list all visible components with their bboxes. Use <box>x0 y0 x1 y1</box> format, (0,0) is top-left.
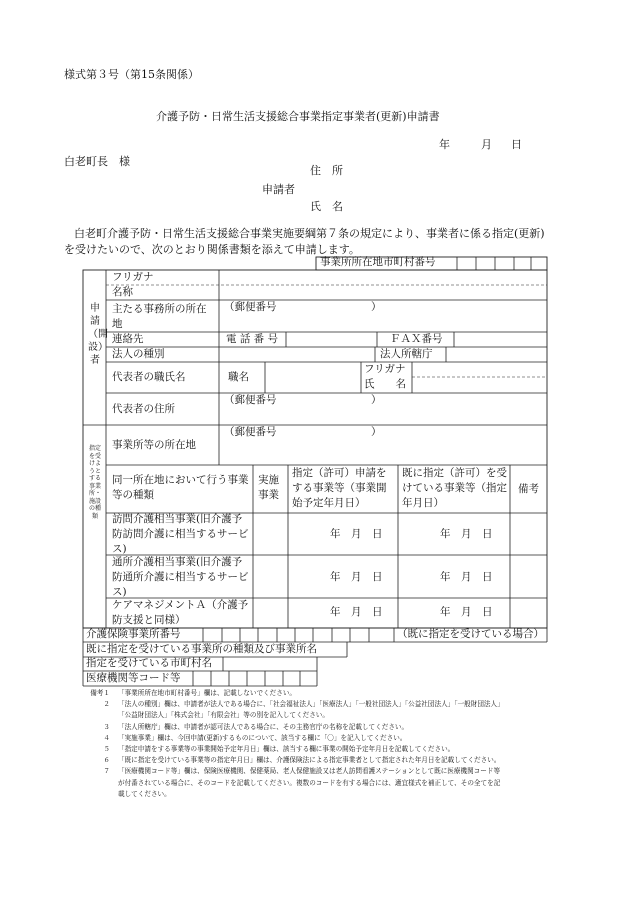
office-address-label: 主たる事務所の所在地 <box>112 303 207 330</box>
date-day: 日 <box>511 138 522 151</box>
rep-name-title-label: 代表者の職氏名 <box>112 371 186 383</box>
already-designated-note: （既に指定を受けている場合） <box>397 628 544 640</box>
applicant-name-label: 氏 名 <box>310 200 343 213</box>
note-text: 「既に指定を受けている事業等の指定年月日」欄は、介護保険法による指定事業者として指定された年月日を記載してください。 <box>118 756 501 765</box>
col-start: 指定（許可）申請をする事業等（事業開始予定年月日） <box>292 467 387 509</box>
col-implement: 実施事業 <box>258 474 279 501</box>
service-row-daycare: 通所介護相当事業(旧介護予防通所介護に相当するサービス) <box>112 556 249 598</box>
service-row-caremgmt: ケアマネジメントＡ（介護予防支援と同様） <box>112 599 249 626</box>
applicant-label: 申請者 <box>262 183 295 196</box>
note-item <box>88 733 504 744</box>
notes <box>88 688 504 800</box>
note-text: が付番されている場合に、そのコードを記載してください。複数のコードを有する場合には、適宜様式を補正して、その全てを記 <box>118 778 501 787</box>
service-row-daycare-start-date: 年 月 日 <box>330 571 383 583</box>
note-item <box>88 789 504 800</box>
rep-furigana-label: フリガナ <box>364 363 406 375</box>
medical-code-label: 医療機関等コード等 <box>86 672 181 684</box>
rep-postal-code: （郵便番号 ） <box>224 394 382 406</box>
note-number: 備考１ <box>90 689 110 697</box>
date-year: 年 <box>439 138 450 151</box>
note-text: 「公益財団法人」「株式会社」「有限会社」等の別を記入してください。 <box>118 711 329 720</box>
intro-text-line2: を受けたいので、次のとおり関係書類を添えて申請します。 <box>64 243 360 256</box>
note-number: ２ <box>103 700 110 709</box>
note-item <box>88 722 504 733</box>
note-number: ４ <box>103 733 110 742</box>
note-text: 「事業所所在地市町村番号」欄は、記載しないでください。 <box>118 689 297 697</box>
note-number <box>88 710 110 721</box>
note-number: ３ <box>103 722 110 731</box>
furigana-label: フリガナ <box>112 271 154 283</box>
service-row-visit-existing-date: 年 月 日 <box>440 528 493 540</box>
note-text: 「指定申請をする事業等の事業開始予定年月日」欄は、該当する欄に事業の開始予定年月日を記載してください。 <box>118 745 455 754</box>
note-text: 「法人の種別」欄は、申請者が法人である場合に、「社会福祉法人」「医療法人」「一般社団法人」「公益社団法人」「一般財団法人」 <box>118 700 504 709</box>
municipality-number-label: 事業所所在地市町村番号 <box>320 256 436 268</box>
service-row-visit-start-date: 年 月 日 <box>330 528 383 540</box>
rep-address-label: 代表者の住所 <box>112 403 175 415</box>
facility-postal-code: （郵便番号 ） <box>224 426 382 438</box>
note-number <box>88 789 110 800</box>
phone-label: 電 話 番 号 <box>226 333 279 345</box>
office-postal-code: （郵便番号 ） <box>224 301 382 313</box>
note-text: 「実施事業」欄は、今回申請(更新)するものについて、該当する欄に「〇」を記入してください。 <box>118 733 407 742</box>
corp-authority-label: 法人所轄庁 <box>380 348 433 360</box>
note-number <box>88 778 110 789</box>
applicant-address-label: 住 所 <box>310 164 343 177</box>
contact-label: 連絡先 <box>112 333 144 345</box>
notes-list <box>88 688 504 800</box>
facility-side-label: 指定を受けようとする事業所・施設の種類 <box>89 445 102 520</box>
note-text: 「法人所轄庁」欄は、申請者が認可法人である場合に、その主務官庁の名称を記載してください。 <box>118 722 409 731</box>
note-number: ６ <box>103 756 110 765</box>
addressee: 白老町長 様 <box>64 155 130 168</box>
note-item <box>88 766 504 777</box>
note-item <box>88 710 504 721</box>
note-item <box>88 699 504 710</box>
position-label: 職名 <box>228 371 249 383</box>
rep-name-label: 氏 名 <box>364 378 406 390</box>
col-existing: 既に指定（許可）を受けている事業等（指定年月日） <box>402 467 507 509</box>
applicant-side-label: 申請（開設）者 <box>88 303 108 366</box>
facility-address-label: 事業所等の所在地 <box>112 439 196 451</box>
note-text: 載してください。 <box>118 789 171 798</box>
note-item <box>88 744 504 755</box>
fax-label: ＦＡＸ番号 <box>390 333 443 345</box>
col-remarks: 備考 <box>518 483 539 495</box>
col-service-type: 同一所在地において行う事業等の種類 <box>112 474 249 501</box>
existing-types-label: 既に指定を受けている事業所の種類及び事業所名 <box>86 643 317 655</box>
name-label: 名称 <box>112 286 133 298</box>
date-month: 月 <box>481 138 492 151</box>
service-row-daycare-existing-date: 年 月 日 <box>440 571 493 583</box>
form-number: 様式第３号（第15条関係） <box>64 68 199 81</box>
note-number: ５ <box>103 745 110 754</box>
note-text: 「医療機関コード等」欄は、保険医療機関、保健薬局、老人保健施設又は老人訪問看護ステーションとして既に医療機関コード等 <box>118 767 501 776</box>
note-number: ７ <box>103 767 110 776</box>
note-item <box>88 778 504 789</box>
corp-type-label: 法人の種別 <box>112 348 165 360</box>
service-row-visit: 訪問介護相当事業(旧介護予防訪問介護に相当するサービス) <box>112 513 249 555</box>
page-title: 介護予防・日常生活支援総合事業指定事業者(更新)申請書 <box>156 110 440 123</box>
intro-text-line1: 白老町介護予防・日常生活支援総合事業実施要綱第７条の規定により、事業者に係る指定(更新) <box>74 227 545 240</box>
note-item <box>88 755 504 766</box>
service-row-caremgmt-existing-date: 年 月 日 <box>440 606 493 618</box>
service-row-caremgmt-start-date: 年 月 日 <box>330 606 383 618</box>
note-item <box>88 688 504 699</box>
existing-municipality-label: 指定を受けている市町村名 <box>86 657 212 669</box>
insurance-number-label: 介護保険事業所番号 <box>86 628 181 640</box>
